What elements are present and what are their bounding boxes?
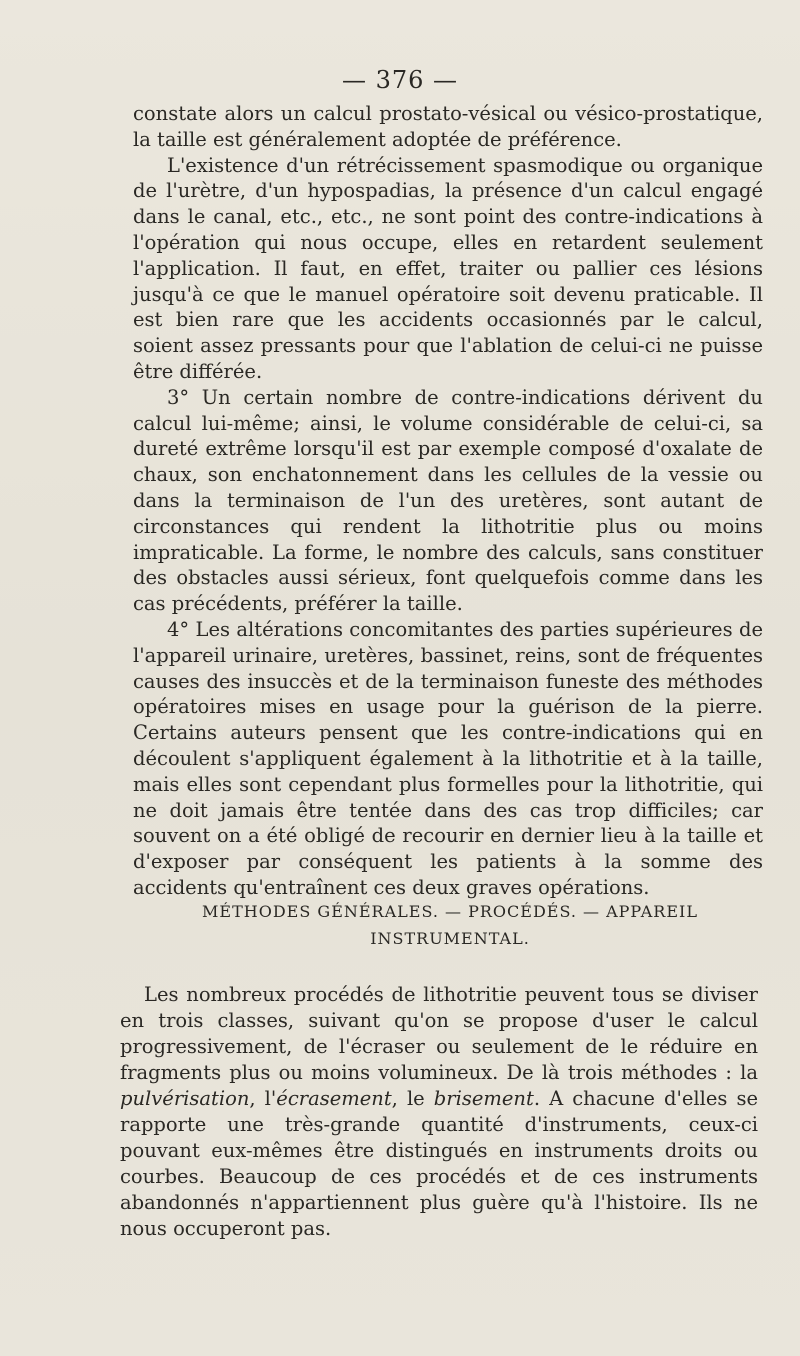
body-text [133, 101, 763, 901]
paragraph-point-4: 4° Les altérations concomitantes des parties supérieures de l'appareil urinaire, uretères, bassinet, reins, sont de fréquentes causes des insuccès et de la terminaison funeste des méthodes opératoires mises en usage pour la guérison de la pierre. Certains auteurs pensent que les contre-indications qui en découlent s'appliquent également à la lithotritie et à la taille, mais elles sont cependant plus formelles pour la lithotritie, qui ne doit jamais être tentée dans des cas trop difficiles; car souvent on a été obligé de recourir en dernier lieu à la taille et d'exposer par conséquent les patients à la somme des accidents qu'entraînent ces deux graves opérations. [133, 617, 763, 899]
section-heading-line-2: INSTRUMENTAL. [370, 929, 530, 948]
paragraph-continuation: constate alors un calcul prostato-vésical ou vésico-prostatique, la taille est généralement adoptée de préférence. [133, 102, 763, 151]
term-pulverisation: pulvérisation [120, 1087, 250, 1110]
section-text-before: Les nombreux procédés de lithotritie peuvent tous se diviser en trois classes, suivant qu'on se propose d'user le calcul progressivement, de l'écraser ou seulement de le réduire en fragments plus ou moins volumineux. De là trois méthodes : la [120, 983, 758, 1084]
term-brisement: brisement [433, 1087, 534, 1110]
paragraph-point-3: 3° Un certain nombre de contre-indications dérivent du calcul lui-même; ainsi, le volume considérable de celui-ci, sa dureté extrême lorsqu'il est par exemple composé d'oxalate de chaux, son enchatonnement dans les cellules de la vessie ou dans la terminaison de l'un des uretères, sont autant de circonstances qui rendent la lithotritie plus ou moins impraticable. La forme, le nombre des calculs, sans constituer des obstacles aussi sérieux, font quelquefois comme dans les cas précédents, préférer la taille. [133, 385, 763, 616]
section-text-after: . A chacune d'elles se rapporte une très-grande quantité d'instruments, ceux-ci pouvant eux-mêmes être distingués en instruments droits ou courbes. Beaucoup de ces procédés et de ces instruments abandonnés n'appartiennent plus guère qu'à l'histoire. Ils ne nous occuperont pas. [120, 1087, 759, 1240]
term-ecrasement: écrasement [276, 1087, 392, 1110]
section-heading-line-1: MÉTHODES GÉNÉRALES. — PROCÉDÉS. — APPAREIL [202, 902, 698, 921]
separator-1: , l' [249, 1087, 277, 1110]
separator-2: , le [391, 1087, 434, 1110]
section-text [120, 982, 758, 1242]
page-number: — 376 — [341, 66, 459, 94]
section-paragraph [120, 982, 758, 1242]
paragraph-urethra: L'existence d'un rétrécissement spasmodique ou organique de l'urètre, d'un hypospadias, la présence d'un calcul engagé dans le canal, etc., etc., ne sont point des contre-indications à l'opération qui nous occupe, elles en retardent seulement l'application. Il faut, en effet, traiter ou pallier ces lésions jusqu'à ce que le manuel opératoire soit devenu praticable. Il est bien rare que les accidents occasionnés par le calcul, soient assez pressants pour que l'ablation de celui-ci ne puisse être différée. [133, 153, 763, 383]
section-heading [140, 898, 760, 952]
